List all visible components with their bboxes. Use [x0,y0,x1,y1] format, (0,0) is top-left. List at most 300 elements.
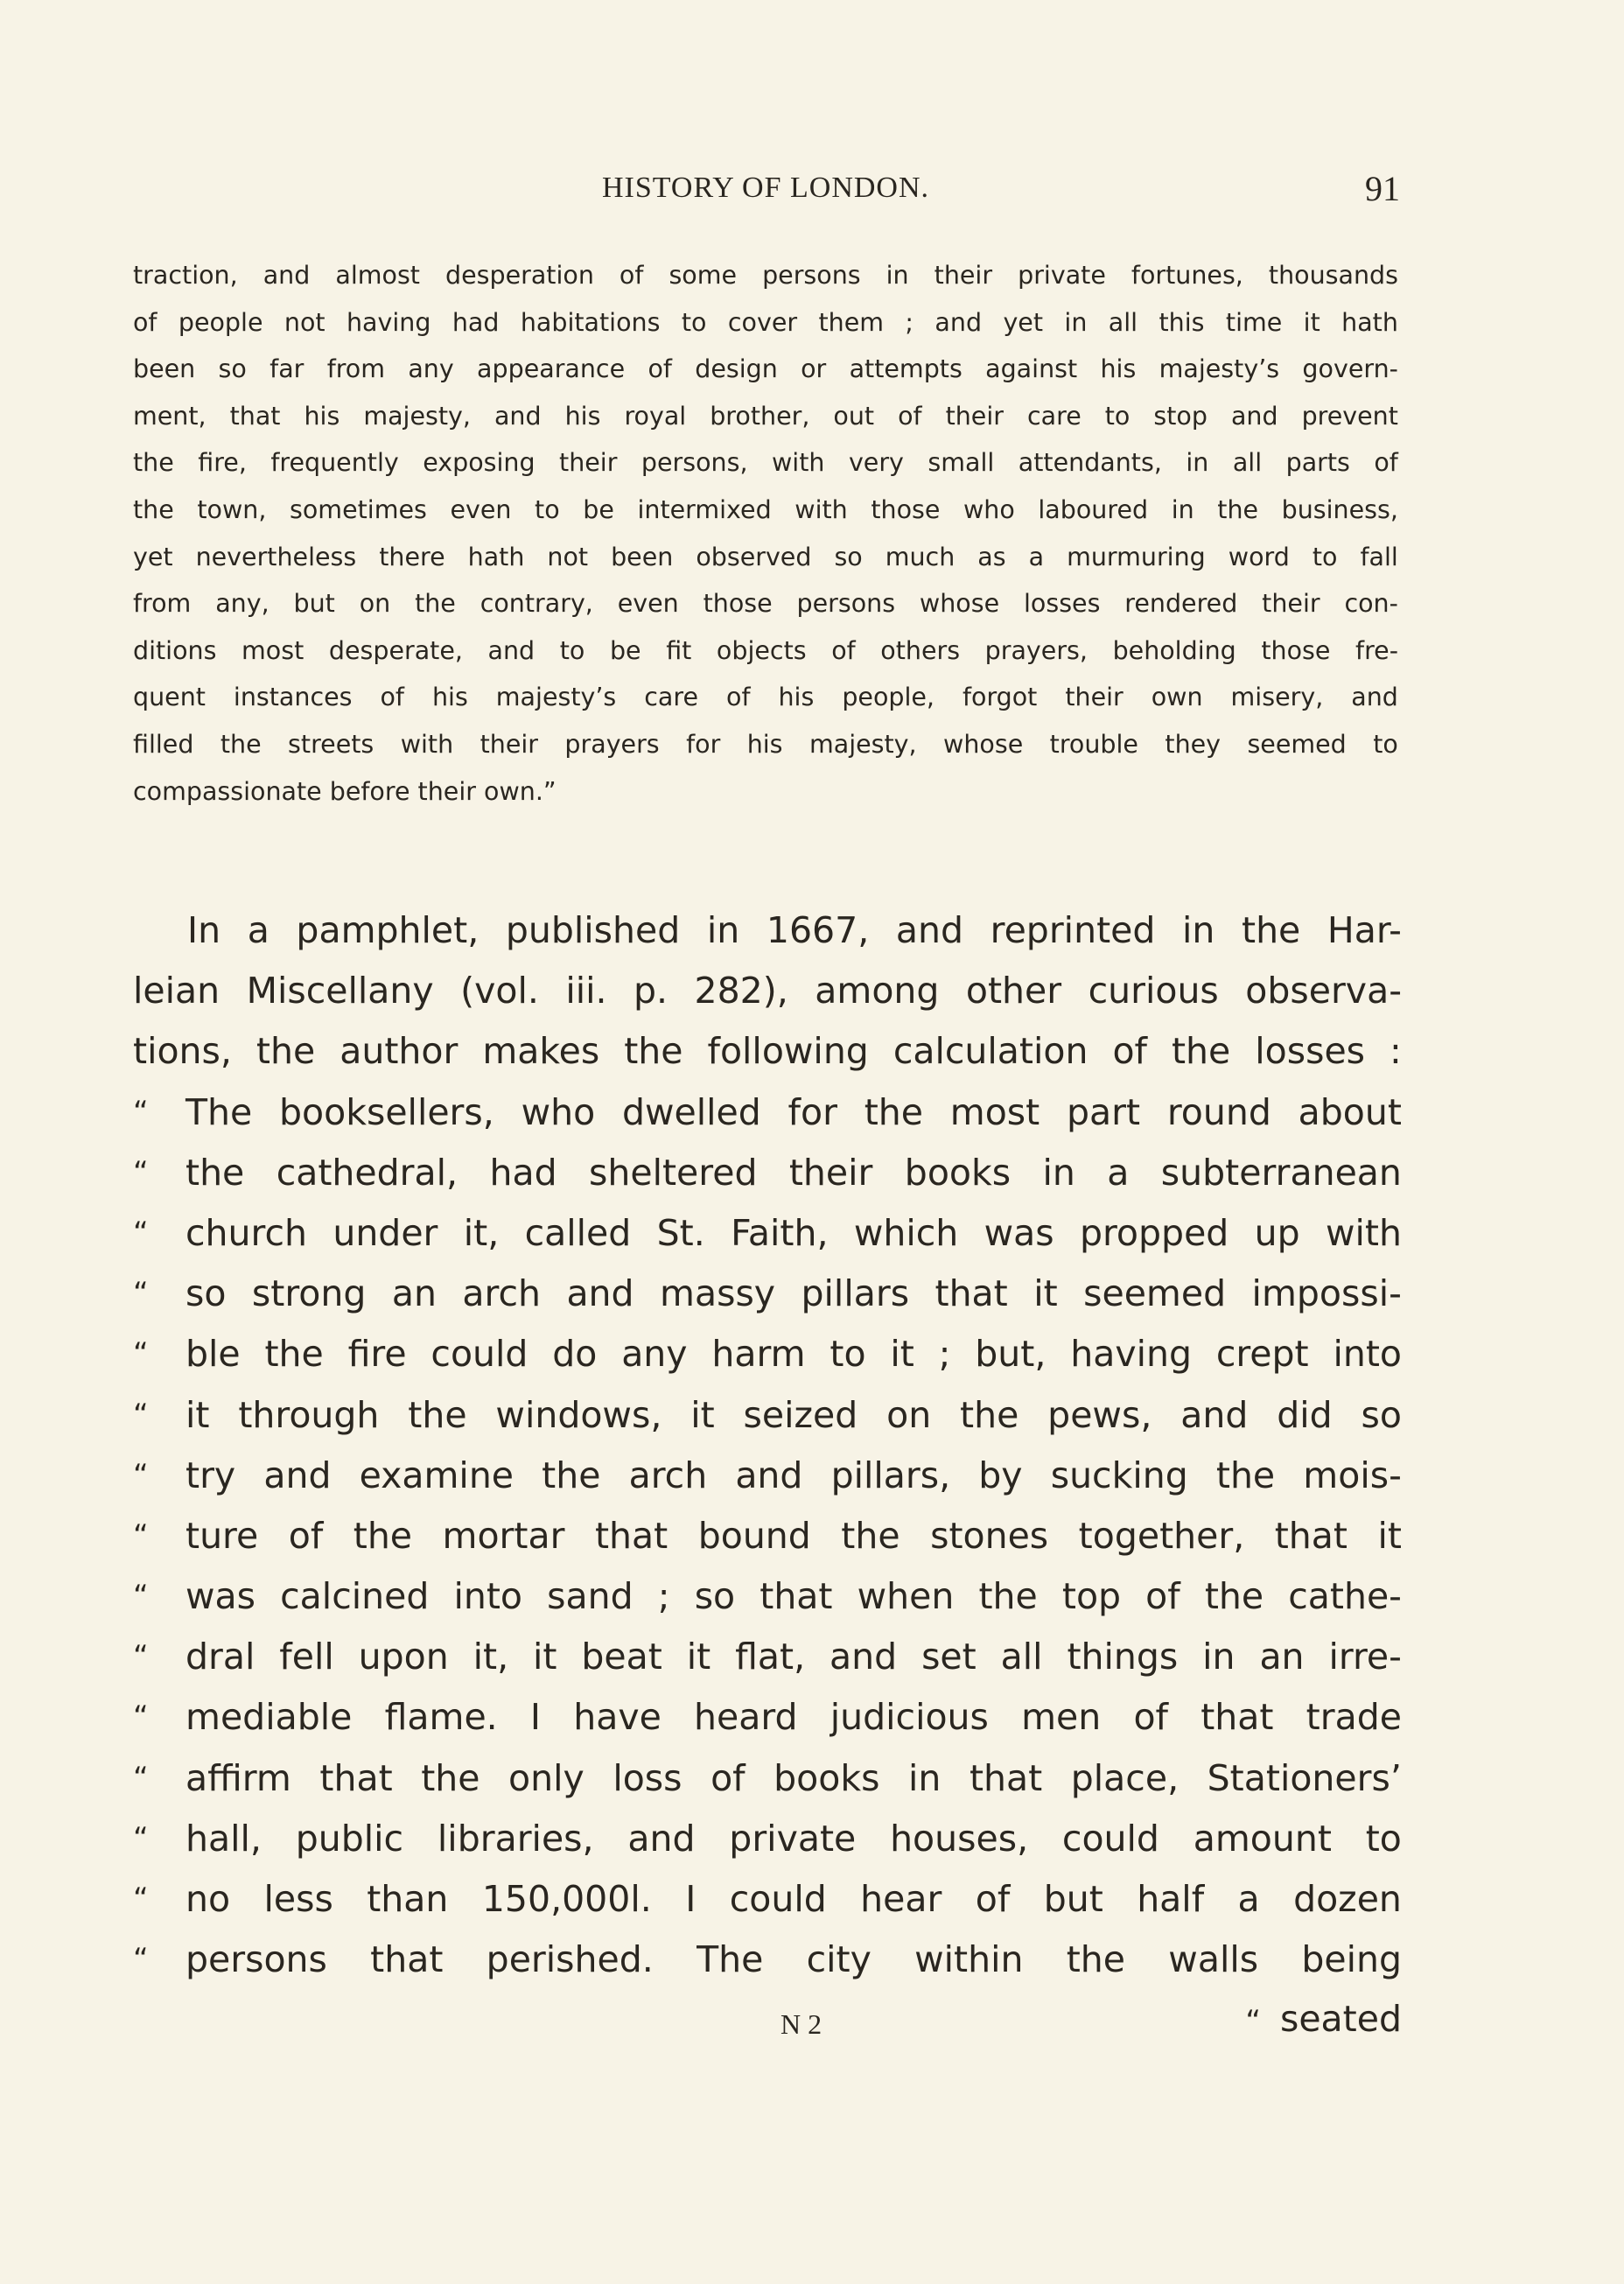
word: seemed [1083,1272,1227,1315]
word: most [242,635,304,665]
word: those [703,589,773,619]
quote-line [133,393,1398,440]
word: mediable [186,1696,353,1739]
word: persons [186,1938,327,1981]
word: any [408,354,454,384]
word: against [985,354,1078,384]
word: who [962,494,1015,524]
word: tions, [133,1030,232,1073]
word: with [400,729,454,759]
word: by [978,1454,1023,1496]
word: was [984,1211,1054,1254]
word: frequently [270,448,399,478]
word: the [1066,1938,1126,1981]
word: fire [347,1333,407,1376]
word: flame. [384,1696,498,1739]
word: affirm [186,1756,291,1799]
word: majesty’s [495,683,617,712]
word: desperation [445,261,594,290]
word: fre- [1355,635,1398,665]
word: hath [1341,307,1398,337]
word: royal [624,401,687,431]
word: thousands [1268,261,1398,290]
word: flat, [735,1636,806,1678]
word: not [547,542,589,571]
word: losses [1023,589,1101,619]
word: did [1277,1393,1333,1436]
word: a [1107,1151,1130,1194]
word: con- [1344,589,1398,619]
word: care [644,683,699,712]
word: been [611,542,674,571]
word: harm [711,1333,806,1376]
word: in [1171,494,1194,524]
word: public [295,1817,404,1860]
word: an [1259,1636,1305,1678]
line-text [186,1748,1402,1809]
word: makes [482,1030,600,1073]
word: it, [472,1636,509,1678]
quote-mark: “ [133,1517,149,1553]
word: of [1133,1696,1168,1739]
word: the [1217,494,1259,524]
word: majesty’s [1158,354,1280,384]
word: through [238,1393,380,1436]
word: it [890,1333,914,1376]
word: ; [905,307,914,337]
word: appearance [477,354,626,384]
word: people, [842,683,934,712]
word: yet [1003,307,1044,337]
word: fortunes, [1130,261,1243,290]
word: cathedral, [276,1151,458,1194]
word: but, [975,1333,1046,1376]
word: of [133,307,158,337]
text-line [133,1687,1402,1748]
word: very [848,448,904,478]
line-text [133,961,1402,1021]
word: some [668,261,738,290]
word: ; [657,1575,670,1618]
word: which [853,1211,959,1254]
word: for [788,1090,837,1133]
word: this [1158,307,1205,337]
quote-line [133,721,1398,768]
word: in [1042,1151,1075,1194]
word: booksellers, [279,1090,494,1133]
word: arch [462,1272,541,1315]
word: of [619,261,644,290]
word: all [1108,307,1138,337]
word: and [566,1272,634,1315]
word: to [681,307,707,337]
word: the [264,1333,324,1376]
word: so [218,354,247,384]
word: cathe- [1288,1575,1402,1618]
word: ; [938,1333,951,1376]
word: brother, [710,401,810,431]
running-title: HISTORY OF LONDON. [601,172,930,204]
word: for [686,729,721,759]
word: The [186,1090,253,1133]
line-text [133,900,1402,961]
word: published [505,909,681,951]
text-line [133,1324,1402,1384]
word: the [220,729,262,759]
word: the [1242,909,1301,951]
word: and [830,1636,898,1678]
word: under [332,1211,438,1254]
word: whose [943,729,1024,759]
word: pillars [801,1272,910,1315]
line-text [186,1264,1402,1324]
word: rendered [1124,589,1238,619]
word: and [263,1454,332,1496]
word: so [1361,1393,1402,1436]
word: that [969,1756,1043,1799]
word: the [256,1030,316,1073]
word: care [1026,401,1082,431]
word: pamphlet, [296,909,480,951]
word: it [186,1393,210,1436]
word: their [934,261,993,290]
word: to [559,635,585,665]
word: top [1061,1575,1122,1618]
word: Miscellany [246,970,434,1012]
word: books [774,1756,880,1799]
word: to [830,1333,866,1376]
word: when [857,1575,955,1618]
quote-mark: “ [133,1579,149,1615]
word: windows, [495,1393,662,1436]
word: majesty, [808,729,917,759]
running-head [131,166,1400,219]
word: but [293,589,335,619]
quote-line [133,580,1398,627]
word: 1667, [766,909,870,951]
word: his [1100,354,1137,384]
word: no [186,1878,231,1920]
word: their [1262,589,1320,619]
main-paragraph [133,900,1402,1990]
word: dral [186,1636,256,1678]
word: loss [612,1756,682,1799]
word: so [186,1272,227,1315]
text-line [133,1021,1402,1082]
word: their [1065,683,1124,712]
word: hath [467,542,525,571]
word: traction, [133,261,238,290]
quote-mark: “ [133,1760,149,1796]
word: beholding [1112,635,1236,665]
word: I [529,1696,542,1739]
word: laboured [1038,494,1149,524]
word: impossi- [1251,1272,1402,1315]
quote-line [133,439,1398,487]
word: own [1151,683,1203,712]
signature-mark: N 2 [780,2008,822,2040]
text-line [133,1264,1402,1324]
word: observa- [1245,970,1402,1012]
word: hear [860,1878,942,1920]
word: so [694,1575,736,1618]
text-line [133,1869,1402,1930]
word: that [760,1575,833,1618]
quote-mark: “ [133,1639,149,1675]
word: objects [716,635,807,665]
word: In [187,909,221,951]
word: that [594,1514,668,1557]
word: crept [1215,1333,1309,1376]
word: as [977,542,1006,571]
word: from [326,354,386,384]
word: the [864,1090,923,1133]
word: and [262,261,311,290]
word: of [1374,448,1398,478]
line-text [186,1627,1402,1687]
word: being [1301,1938,1402,1981]
word: their [788,1151,873,1194]
word: their [559,448,618,478]
line-text [186,1506,1402,1566]
word: perished. [486,1938,654,1981]
word: ble [186,1333,241,1376]
word: calculation [892,1030,1088,1073]
word: and [1230,401,1278,431]
word: than [367,1878,449,1920]
word: losses [1255,1030,1366,1073]
word: sheltered [589,1151,758,1194]
word: attempts [849,354,962,384]
word: design [695,354,778,384]
word: in [1064,307,1088,337]
word: propped [1079,1211,1229,1254]
word: fall [1360,542,1398,571]
word: in [1202,1636,1236,1678]
word: strong [251,1272,367,1315]
word: far [270,354,304,384]
word: his [746,729,783,759]
word: misery, [1230,683,1324,712]
word: and [1180,1393,1249,1436]
word: mois- [1303,1454,1402,1496]
word: hall, [186,1817,262,1860]
word: from [133,589,192,619]
word: trade [1306,1696,1402,1739]
word: things [1067,1636,1179,1678]
word: to [1373,729,1398,759]
word: people [178,307,263,337]
line-text [186,1869,1402,1930]
catchword-text: seated [1279,1998,1402,2040]
quote-line [133,299,1398,347]
word: of [1145,1575,1180,1618]
word: word [1228,542,1290,571]
word: instances [233,683,353,712]
line-text [186,1082,1402,1143]
word: trouble [1049,729,1138,759]
quote-mark: “ [133,1457,149,1493]
word: half [1137,1878,1205,1920]
word: that [319,1756,393,1799]
word: with [772,448,825,478]
word: in [1182,909,1215,951]
word: seized [743,1393,858,1436]
word: prayers, [984,635,1088,665]
word: a [1028,542,1045,571]
word: among [815,970,940,1012]
word: that [1274,1514,1348,1557]
line-text [186,1687,1402,1748]
word: yet [133,542,173,571]
word: business, [1281,494,1398,524]
word: 150,000l. [481,1878,652,1920]
word: ditions [133,635,217,665]
word: irre- [1328,1636,1402,1678]
word: fell [279,1636,334,1678]
word: not [284,307,326,337]
word: his [564,401,601,431]
word: do [552,1333,598,1376]
word: pillars, [830,1454,951,1496]
text-line [133,961,1402,1021]
word: into [1333,1333,1402,1376]
word: city [806,1938,872,1981]
word: bound [697,1514,811,1557]
quote-mark: “ [133,1215,149,1251]
word: who [521,1090,596,1133]
word: whose [919,589,1000,619]
word: ment, [133,401,206,431]
quote-line: compassionate before their own.” [133,776,556,806]
word: exposing [423,448,536,478]
word: author [340,1030,458,1073]
quote-mark: “ [133,1276,149,1312]
word: and [494,401,542,431]
word: fire, [198,448,247,478]
word: stop [1153,401,1208,431]
word: a [1237,1878,1260,1920]
word: contrary, [480,589,593,619]
word: majesty, [363,401,471,431]
word: stones [930,1514,1049,1557]
word: only [508,1756,584,1799]
word: persons, [640,448,748,478]
text-line [133,1385,1402,1446]
word: of [288,1514,324,1557]
word: on [886,1393,932,1436]
word: up [1254,1211,1300,1254]
text-line [133,900,1402,961]
word: but [1043,1878,1103,1920]
word: Stationers’ [1207,1756,1402,1799]
word: habitations [520,307,661,337]
word: massy [660,1272,776,1315]
word: dwelled [621,1090,761,1133]
word: so [834,542,863,571]
quoted-passage [133,252,1398,815]
word: church [186,1211,307,1254]
word: the [978,1575,1038,1618]
word: in [706,909,740,951]
word: that [1200,1696,1274,1739]
word: and [895,909,964,951]
word: quent [133,683,206,712]
word: the [960,1393,1019,1436]
word: beat [581,1636,662,1678]
word: : [1390,1030,1402,1073]
word: the [133,494,174,524]
word: parts [1285,448,1350,478]
quote-mark: “ [133,1397,149,1433]
word: an [391,1272,437,1315]
text-line [133,1143,1402,1203]
word: books [904,1151,1012,1194]
word: govern- [1302,354,1398,384]
word: about [1298,1090,1402,1133]
word: together, [1078,1514,1245,1557]
word: to [535,494,560,524]
word: private [1018,261,1106,290]
word: iii. [565,970,607,1012]
page-number: 91 [1365,169,1400,208]
word: upon [358,1636,449,1678]
word: a [247,909,270,951]
word: his [431,683,468,712]
word: and [934,307,983,337]
line-text [186,1446,1402,1506]
line-text [186,1203,1402,1264]
word: the [421,1756,480,1799]
word: examine [359,1454,514,1496]
word: streets [288,729,374,759]
word: that [229,401,281,431]
word: of [831,635,856,665]
quote-mark: “ [133,1942,149,1978]
word: Faith, [731,1211,829,1254]
word: amount [1193,1817,1332,1860]
quote-mark: “ [133,1154,149,1190]
quote-mark: “ [133,1881,149,1916]
word: them [818,307,885,337]
line-text [186,1385,1402,1446]
word: of [1112,1030,1147,1073]
word: houses, [890,1817,1029,1860]
word: been [133,354,196,384]
word: that [370,1938,444,1981]
word: attendants, [1018,448,1162,478]
quote-line [133,674,1398,721]
word: even [617,589,679,619]
word: try [186,1454,236,1496]
word: the [1215,1454,1276,1496]
word: almost [335,261,420,290]
word: their [945,401,1004,431]
word: pews, [1047,1393,1152,1436]
word: much [885,542,956,571]
text-line [133,1748,1402,1809]
text-line [133,1627,1402,1687]
catchword [1245,1998,1402,2040]
word: fit [666,635,692,665]
word: judicious [830,1696,989,1739]
word: that [934,1272,1008,1315]
text-line [133,1082,1402,1143]
word: ture [186,1514,259,1557]
word: town, [197,494,267,524]
word: his [304,401,340,431]
word: to [1365,1817,1402,1860]
